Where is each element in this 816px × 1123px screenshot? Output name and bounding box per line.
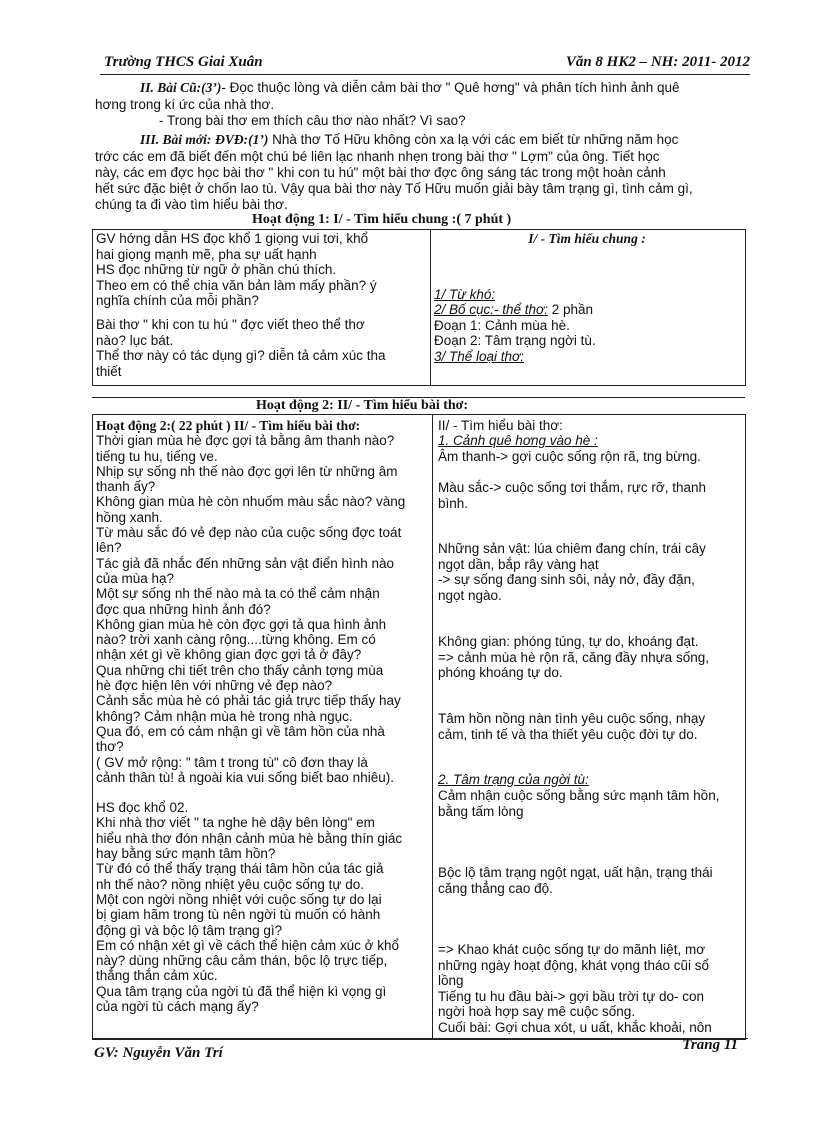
activity-1-left-column: GV hớng dẫn HS đọc khổ 1 giọng vui tơi, khổ hai giọng mạnh mẽ, pha sự uất hạnh HS đọc những từ ngữ ở phần chú thích. Theo em có thể chia văn bản làm mấy phần? ý nghĩa chính của mỗi phần? Bài thơ " khi con tu hú " đợc viết theo thể thơ nào? lục bát. Thể thơ này có tác dụng gì? diễn tả cảm xúc tha thiết [96,231,386,379]
course-info: Văn 8 HK2 – NH: 2011- 2012 [565,54,750,70]
soul-answer: Tâm hồn nồng nàn tình yêu cuộc sống, nhạy cảm, tinh tế và tha thiết yêu cuộc đời tự do. [438,711,706,742]
new-lesson-line-5: chúng ta đi vào tìm hiểu bài thơ. [95,197,288,212]
teacher-name: GV: Nguyễn Văn Trí [94,1045,223,1061]
activity-2-left-column: Hoạt động 2:( 22 phút ) II/ - Tìm hiểu bài thơ: Thời gian mùa hè đợc gợi tả bằng âm thanh nào? tiếng tu hu, tiếng ve. Nhịp sự sống nh thế nào đợc gợi lên từ những âm thanh ấy? Không gian mùa hè còn nhuốm màu sắc nào? vàng hồng xanh. Từ màu sắc đó vẻ đẹp nào của cuộc sống đợc toát lên? Tác giả đã nhắc đến những sản vật điển hình nào của mùa hạ? Một sự sống nh thế nào mà ta có thể cảm nhận đợc qua những hình ảnh đó? Không gian mùa hè còn đợc gợi tả qua hình ảnh nào? trời xanh càng rộng....từng không. Em có nhận xét gì về không gian đợc gợi tả ở đây? Qua những chi tiết trên cho thấy cảnh tợng mùa hè đợc hiện lên với những vẻ đẹp nào? Cảnh sắc mùa hè có phải tác giả trực tiếp thấy hay không? Cảm nhận mùa hè trong nhà ngục. Qua đó, em có cảm nhận gì về tâm hồn của nhà thơ? ( GV mở rộng: " tâm t trong tù" cô đơn thay là cảnh thân tù! ả ngoài kia vui sống biết bao nhiêu). HS đọc khổ 02. Khi nhà thơ viết " ta nghe hè dậy bên lòng" em hiểu nhà thơ đón nhận cảnh mùa hè bằng thín giác hay bằng sức mạnh tâm hồn? Từ đó có thể thấy trạng thái tâm hồn của tác giả nh thế nào? nồng nhiệt yêu cuộc sống tự do. Một con ngời nồng nhiệt với cuộc sống tự do lại bị giam hãm trong tù nên ngời tù muốn có hành động gì và bộc lộ tâm trạng gì? Em có nhận xét gì về cách thể hiện cảm xúc ở khổ này? dùng những câu cảm thán, bộc lộ trực tiếp, thẳng thắn cảm xúc. Qua tâm trạng của ngời tù đã thể hiện kì vọng gì của ngời tù cách mạng ấy? [96,418,406,1014]
page-number: Trang 11 [682,1037,738,1053]
activity-2-top-rule [92,397,745,398]
activity-2-title: Hoạt động 2: II/ - Tìm hiểu bài thơ: [256,398,469,413]
longing-answer: => Khao khát cuộc sống tự do mãnh liệt, mơ những ngày hoạt động, khát vọng tháo cũi sổ lồng Tiếng tu hu đầu bài-> gợi bầu trời tự do- con ngời hoà hợp say mê cuộc sống. Cuối bài: Gợi chua xót, u uất, khắc khoải, nôn [438,942,712,1035]
page-header [100,52,750,75]
color-answer: Màu sắc-> cuộc sống tơi thắm, rực rỡ, thanh bình. [438,480,706,511]
old-lesson-line-1: II. Bài Cũ:(3’)- Đọc thuộc lòng và diễn cảm bài thơ " Quê hơng" và phân tích hình ảnh quê [140,80,680,95]
new-lesson-line-4: hết sức đặc biệt ở chốn lao tù. Vậy qua bài thơ này Tố Hữu muốn giải bày tâm trạng gì, tình cảm gì, [95,181,693,196]
products-answer: Những sản vật: lúa chiêm đang chín, trái cây ngọt dần, bắp rây vàng hạt -> sự sống đang sinh sôi, nảy nở, đầy đặn, ngọt ngào. [438,541,706,603]
new-lesson-line-1: III. Bài mới: ĐVĐ:(1’) Nhà thơ Tố Hữu không còn xa lạ với các em biết từ những năm học [140,132,679,147]
section-2-heading: 2. Tâm trạng của ngời tù: [438,772,589,787]
activity-2-divider [432,414,433,1038]
perception-answer: Cảm nhận cuộc sống bằng sức mạnh tâm hồn, bằng tấm lòng [438,788,720,819]
activity-1-title: Hoạt động 1: I/ - Tìm hiểu chung :( 7 phút ) [252,212,512,227]
page-footer [92,1038,748,1069]
new-lesson-line-3: này, các em đợc học bài thơ " khi con tu hú" một bài thơ đợc ông sáng tác trong một hoàn cảnh [95,165,666,180]
section-1-heading: 1. Cảnh quê hơng vào hè : [438,433,598,448]
mood-answer: Bộc lộ tâm trạng ngột ngạt, uất hận, trạng thái căng thẳng cao độ. [438,865,713,896]
old-lesson-line-2: hơng trong kí ức của nhà thơ. [95,97,275,112]
activity-1-divider [430,229,431,385]
school-name: Trường THCS Giai Xuân [104,54,263,70]
new-lesson-line-2: trớc các em đã biết đến một chú bé liên lạc nhanh nhẹn trong bài thơ " Lợm" của ông. Tiết học [95,149,660,164]
old-lesson-question: - Trong bài thơ em thích câu thơ nào nhất? Vì sao? [159,113,466,128]
activity-2-right-title: II/ - Tìm hiểu bài thơ: [438,418,563,433]
activity-1-right-column: I/ - Tìm hiểu chung : 1/ Từ khó: 2/ Bố cục:- thể thơ: 2 phần Đoạn 1: Cảnh mùa hè. Đoạn 2: Tâm trạng ngời tù. 3/ Thể loại thơ: [434,231,646,364]
space-answer: Không gian: phóng túng, tự do, khoáng đạt. => cảnh mùa hè rộn rã, căng đầy nhựa sống, phóng khoáng tự do. [438,634,709,681]
sound-answer: Âm thanh-> gợi cuộc sống rộn rã, tng bừng. [438,449,701,464]
